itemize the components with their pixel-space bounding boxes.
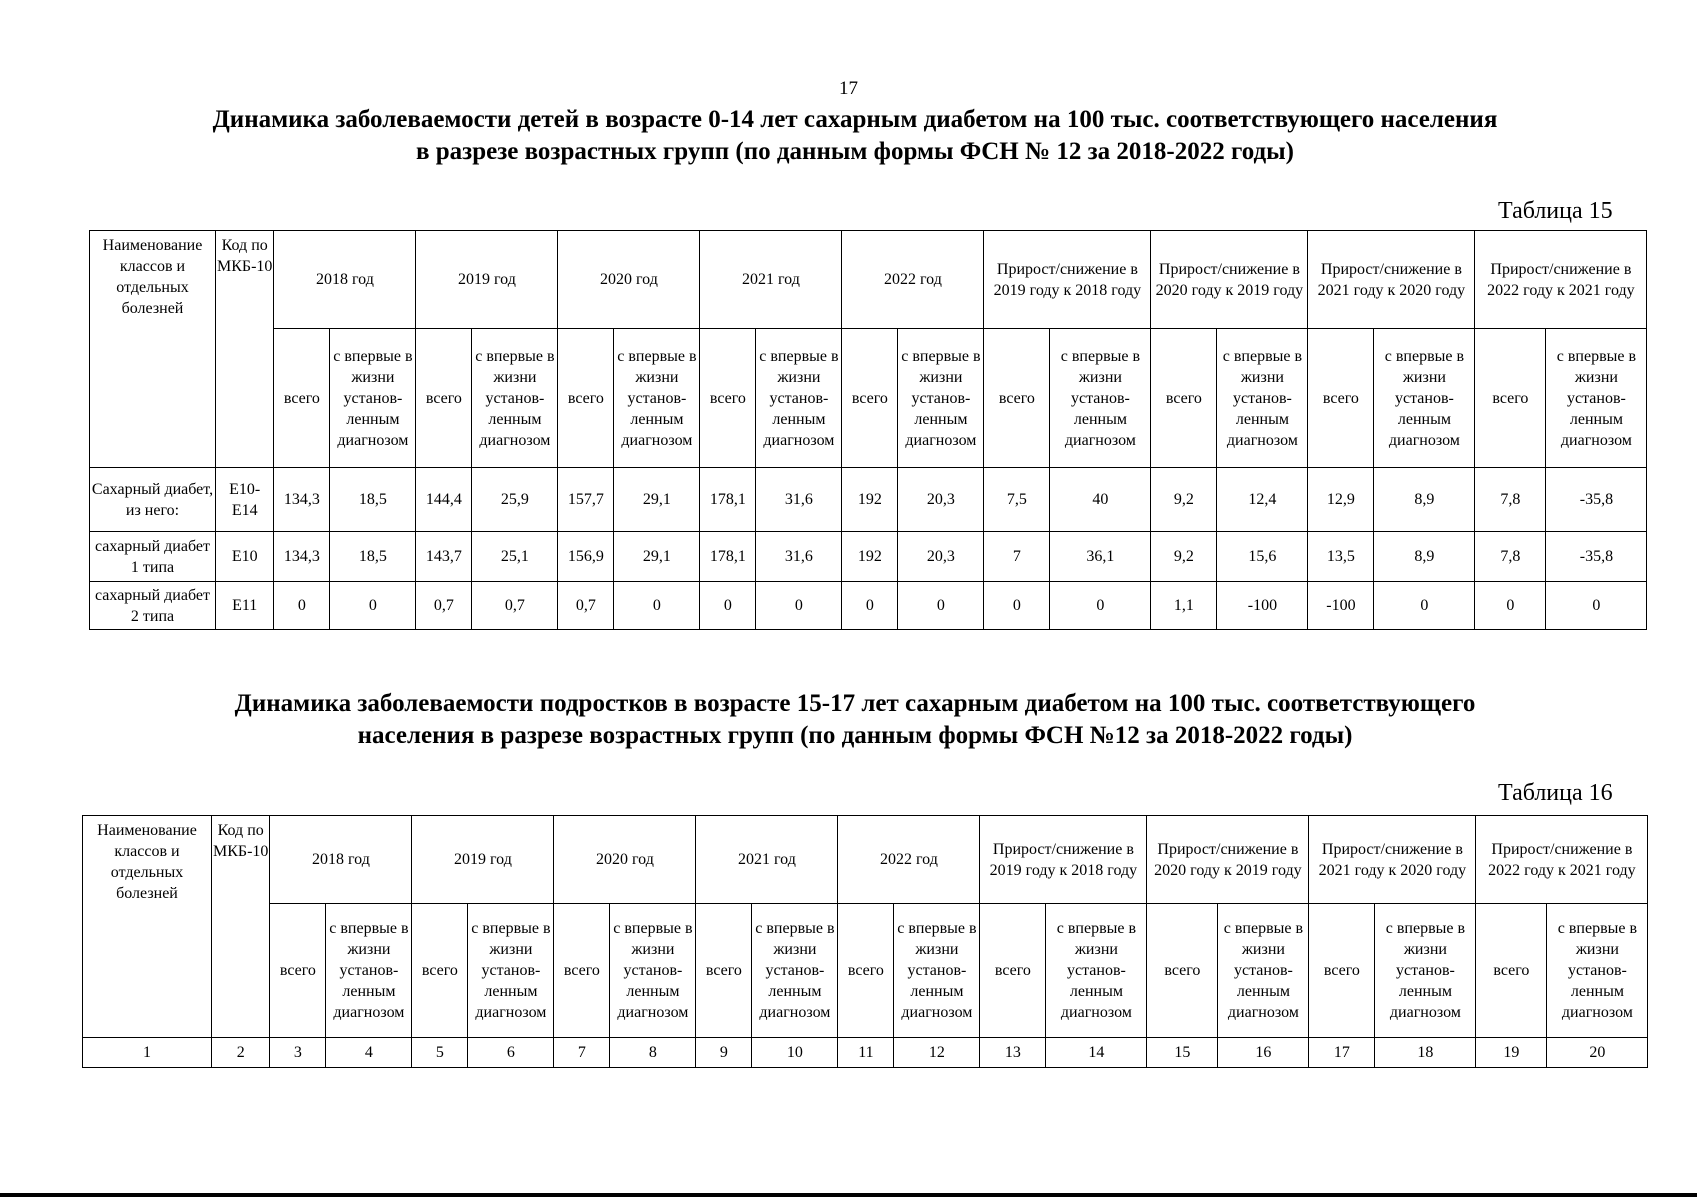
header-group: 2019 год bbox=[412, 816, 554, 904]
row-name: Сахарный диабет, из него: bbox=[90, 468, 216, 532]
column-number: 15 bbox=[1147, 1038, 1218, 1068]
subheader-total: всего bbox=[416, 329, 472, 468]
header-code: Код по МКБ-10 bbox=[212, 816, 270, 1038]
row-value: 31,6 bbox=[756, 468, 842, 532]
subheader-total: всего bbox=[1308, 329, 1374, 468]
column-number: 17 bbox=[1309, 1038, 1375, 1068]
row-value: 7,5 bbox=[984, 468, 1050, 532]
row-value: 178,1 bbox=[700, 532, 756, 582]
row-code: E11 bbox=[216, 582, 274, 630]
subheader-total: всего bbox=[270, 904, 326, 1038]
table2-title bbox=[60, 688, 1650, 752]
header-group: 2020 год bbox=[558, 231, 700, 329]
subheader-first-diagnosed: с впервые в жизни установ-ленным диагнозом bbox=[1046, 904, 1147, 1038]
row-value: 0,7 bbox=[472, 582, 558, 630]
column-number: 19 bbox=[1476, 1038, 1547, 1068]
column-number: 12 bbox=[894, 1038, 980, 1068]
column-number: 7 bbox=[554, 1038, 610, 1068]
header-group: Прирост/снижение в 2021 году к 2020 году bbox=[1309, 816, 1476, 904]
subheader-total: всего bbox=[838, 904, 894, 1038]
header-group: 2020 год bbox=[554, 816, 696, 904]
subheader-total: всего bbox=[554, 904, 610, 1038]
row-value: 134,3 bbox=[274, 468, 330, 532]
subheader-first-diagnosed: с впервые в жизни установ-ленным диагнозом bbox=[614, 329, 700, 468]
row-value: 36,1 bbox=[1050, 532, 1151, 582]
table2-label: Таблица 16 bbox=[1498, 780, 1613, 806]
column-number: 18 bbox=[1375, 1038, 1476, 1068]
header-code: Код по МКБ-10 bbox=[216, 231, 274, 468]
subheader-total: всего bbox=[842, 329, 898, 468]
subheader-first-diagnosed: с впервые в жизни установ-ленным диагнозом bbox=[610, 904, 696, 1038]
subheader-total: всего bbox=[700, 329, 756, 468]
table1-title-line1: Динамика заболеваемости детей в возрасте 0-14 лет сахарным диабетом на 100 тыс. соответствующего населения bbox=[212, 106, 1498, 133]
row-value: 20,3 bbox=[898, 532, 984, 582]
row-value: 29,1 bbox=[614, 532, 700, 582]
row-name: сахарный диабет 1 типа bbox=[90, 532, 216, 582]
header-group: Прирост/снижение в 2019 году к 2018 году bbox=[984, 231, 1151, 329]
row-value: 15,6 bbox=[1217, 532, 1308, 582]
column-number: 4 bbox=[326, 1038, 412, 1068]
row-value: 29,1 bbox=[614, 468, 700, 532]
row-value: 0 bbox=[700, 582, 756, 630]
subheader-first-diagnosed: с впервые в жизни установ-ленным диагнозом bbox=[1374, 329, 1475, 468]
row-code: E10 bbox=[216, 532, 274, 582]
page-number: 17 bbox=[839, 78, 858, 99]
header-group: 2022 год bbox=[842, 231, 984, 329]
row-value: 18,5 bbox=[330, 468, 416, 532]
column-number: 8 bbox=[610, 1038, 696, 1068]
subheader-first-diagnosed: с впервые в жизни установ-ленным диагнозом bbox=[756, 329, 842, 468]
subheader-first-diagnosed: с впервые в жизни установ-ленным диагнозом bbox=[1375, 904, 1476, 1038]
column-number: 11 bbox=[838, 1038, 894, 1068]
row-value: 8,9 bbox=[1374, 468, 1475, 532]
row-value: 0 bbox=[1475, 582, 1546, 630]
subheader-first-diagnosed: с впервые в жизни установ-ленным диагнозом bbox=[898, 329, 984, 468]
row-value: 20,3 bbox=[898, 468, 984, 532]
row-value: 0 bbox=[842, 582, 898, 630]
column-number: 20 bbox=[1547, 1038, 1648, 1068]
row-value: 7,8 bbox=[1475, 468, 1546, 532]
column-number: 16 bbox=[1218, 1038, 1309, 1068]
column-number: 1 bbox=[83, 1038, 212, 1068]
header-group: 2022 год bbox=[838, 816, 980, 904]
row-value: 7,8 bbox=[1475, 532, 1546, 582]
row-value: 178,1 bbox=[700, 468, 756, 532]
row-value: 0 bbox=[1050, 582, 1151, 630]
row-value: 0 bbox=[984, 582, 1050, 630]
table-row bbox=[90, 582, 1647, 630]
column-number: 9 bbox=[696, 1038, 752, 1068]
header-group: 2019 год bbox=[416, 231, 558, 329]
header-group: Прирост/снижение в 2022 году к 2021 году bbox=[1476, 816, 1648, 904]
subheader-first-diagnosed: с впервые в жизни установ-ленным диагнозом bbox=[1218, 904, 1309, 1038]
header-group: 2021 год bbox=[700, 231, 842, 329]
row-value: 12,4 bbox=[1217, 468, 1308, 532]
subheader-first-diagnosed: с впервые в жизни установ-ленным диагнозом bbox=[1050, 329, 1151, 468]
row-value: -35,8 bbox=[1546, 468, 1647, 532]
row-value: 25,1 bbox=[472, 532, 558, 582]
subheader-first-diagnosed: с впервые в жизни установ-ленным диагнозом bbox=[1217, 329, 1308, 468]
column-number-row bbox=[83, 1038, 1648, 1068]
row-value: 134,3 bbox=[274, 532, 330, 582]
row-value: 9,2 bbox=[1151, 532, 1217, 582]
subheader-total: всего bbox=[1147, 904, 1218, 1038]
table2 bbox=[82, 815, 1648, 1068]
header-group: 2021 год bbox=[696, 816, 838, 904]
row-code: E10-E14 bbox=[216, 468, 274, 532]
table1-title-line2: в разрезе возрастных групп (по данным формы ФСН № 12 за 2018-2022 годы) bbox=[416, 138, 1294, 165]
row-name: сахарный диабет 2 типа bbox=[90, 582, 216, 630]
subheader-first-diagnosed: с впервые в жизни установ-ленным диагнозом bbox=[326, 904, 412, 1038]
column-number: 2 bbox=[212, 1038, 270, 1068]
row-value: 0 bbox=[330, 582, 416, 630]
row-value: 0 bbox=[614, 582, 700, 630]
header-group: 2018 год bbox=[270, 816, 412, 904]
row-value: 40 bbox=[1050, 468, 1151, 532]
header-name: Наименование классов и отдельных болезней bbox=[90, 231, 216, 468]
subheader-total: всего bbox=[1151, 329, 1217, 468]
subheader-total: всего bbox=[274, 329, 330, 468]
row-value: 157,7 bbox=[558, 468, 614, 532]
header-group: Прирост/снижение в 2021 году к 2020 году bbox=[1308, 231, 1475, 329]
row-value: 0 bbox=[898, 582, 984, 630]
subheader-first-diagnosed: с впервые в жизни установ-ленным диагнозом bbox=[1546, 329, 1647, 468]
row-value: 0 bbox=[756, 582, 842, 630]
row-value: 192 bbox=[842, 468, 898, 532]
subheader-first-diagnosed: с впервые в жизни установ-ленным диагнозом bbox=[330, 329, 416, 468]
table2-title-line2: населения в разрезе возрастных групп (по данным формы ФСН №12 за 2018-2022 годы) bbox=[357, 722, 1353, 749]
subheader-first-diagnosed: с впервые в жизни установ-ленным диагнозом bbox=[894, 904, 980, 1038]
header-group: Прирост/снижение в 2020 году к 2019 году bbox=[1147, 816, 1309, 904]
subheader-total: всего bbox=[558, 329, 614, 468]
row-value: 25,9 bbox=[472, 468, 558, 532]
row-value: 9,2 bbox=[1151, 468, 1217, 532]
table1-label: Таблица 15 bbox=[1498, 198, 1613, 224]
column-number: 10 bbox=[752, 1038, 838, 1068]
row-value: 7 bbox=[984, 532, 1050, 582]
subheader-total: всего bbox=[1475, 329, 1546, 468]
table-row bbox=[90, 532, 1647, 582]
header-group: Прирост/снижение в 2019 году к 2018 году bbox=[980, 816, 1147, 904]
subheader-total: всего bbox=[696, 904, 752, 1038]
column-number: 13 bbox=[980, 1038, 1046, 1068]
column-number: 5 bbox=[412, 1038, 468, 1068]
table1 bbox=[89, 230, 1647, 630]
subheader-first-diagnosed: с впервые в жизни установ-ленным диагнозом bbox=[1547, 904, 1648, 1038]
row-value: -100 bbox=[1217, 582, 1308, 630]
row-value: 0 bbox=[1546, 582, 1647, 630]
row-value: -35,8 bbox=[1546, 532, 1647, 582]
subheader-first-diagnosed: с впервые в жизни установ-ленным диагнозом bbox=[752, 904, 838, 1038]
row-value: 13,5 bbox=[1308, 532, 1374, 582]
subheader-total: всего bbox=[412, 904, 468, 1038]
row-value: 144,4 bbox=[416, 468, 472, 532]
subheader-total: всего bbox=[1309, 904, 1375, 1038]
row-value: 143,7 bbox=[416, 532, 472, 582]
table2-title-line1: Динамика заболеваемости подростков в возрасте 15-17 лет сахарным диабетом на 100 тыс. соответствующего bbox=[234, 690, 1476, 717]
table1-title bbox=[60, 104, 1650, 168]
subheader-total: всего bbox=[980, 904, 1046, 1038]
row-value: 31,6 bbox=[756, 532, 842, 582]
row-value: 18,5 bbox=[330, 532, 416, 582]
header-group: Прирост/снижение в 2022 году к 2021 году bbox=[1475, 231, 1647, 329]
table-row bbox=[90, 468, 1647, 532]
column-number: 6 bbox=[468, 1038, 554, 1068]
column-number: 3 bbox=[270, 1038, 326, 1068]
column-number: 14 bbox=[1046, 1038, 1147, 1068]
header-group: 2018 год bbox=[274, 231, 416, 329]
subheader-total: всего bbox=[984, 329, 1050, 468]
row-value: 156,9 bbox=[558, 532, 614, 582]
row-value: 0 bbox=[274, 582, 330, 630]
subheader-first-diagnosed: с впервые в жизни установ-ленным диагнозом bbox=[472, 329, 558, 468]
row-value: 192 bbox=[842, 532, 898, 582]
row-value: -100 bbox=[1308, 582, 1374, 630]
subheader-first-diagnosed: с впервые в жизни установ-ленным диагнозом bbox=[468, 904, 554, 1038]
row-value: 12,9 bbox=[1308, 468, 1374, 532]
row-value: 0,7 bbox=[558, 582, 614, 630]
row-value: 0 bbox=[1374, 582, 1475, 630]
header-name: Наименование классов и отдельных болезней bbox=[83, 816, 212, 1038]
row-value: 1,1 bbox=[1151, 582, 1217, 630]
subheader-total: всего bbox=[1476, 904, 1547, 1038]
page-bottom-rule bbox=[0, 1193, 1697, 1197]
row-value: 0,7 bbox=[416, 582, 472, 630]
header-group: Прирост/снижение в 2020 году к 2019 году bbox=[1151, 231, 1308, 329]
row-value: 8,9 bbox=[1374, 532, 1475, 582]
